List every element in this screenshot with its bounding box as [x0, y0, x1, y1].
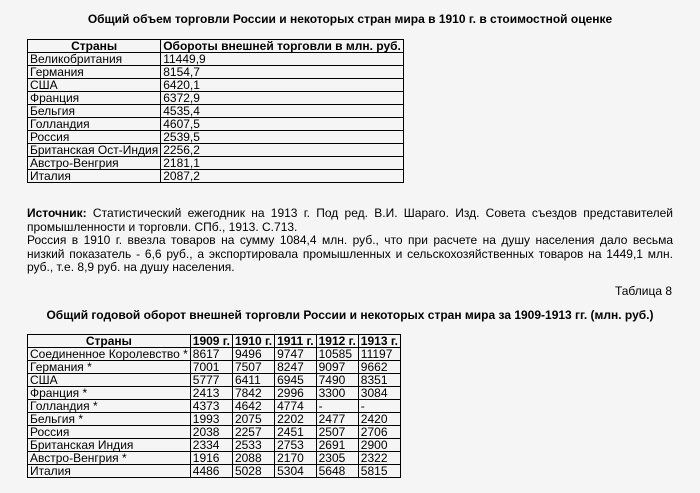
value-cell: 2996	[275, 387, 317, 400]
value-cell: 8617	[190, 348, 232, 361]
table1-title: Общий объем торговли России и некоторых стран мира в 1910 г. в стоимостной оценке	[87, 12, 613, 26]
column-header-countries: Страны	[28, 335, 191, 348]
value-cell: 6945	[275, 374, 317, 387]
table-row	[28, 374, 401, 387]
value-cell: 6411	[232, 374, 274, 387]
country-cell: Италия	[28, 170, 161, 183]
value-cell: 2691	[316, 439, 358, 452]
value-cell: 2334	[190, 439, 232, 452]
value-cell: 5648	[316, 465, 358, 478]
country-cell: Франция	[28, 92, 161, 105]
table-row	[28, 157, 404, 170]
table-row	[28, 105, 404, 118]
column-header-1910: 1910 г.	[232, 335, 274, 348]
table-row	[28, 131, 404, 144]
value-cell: 4486	[190, 465, 232, 478]
value-cell: 1993	[190, 413, 232, 426]
value-cell: 7842	[232, 387, 274, 400]
value-cell: 4774	[275, 400, 317, 413]
value-cell: 1916	[190, 452, 232, 465]
source-text: Статистический ежегодник на 1913 г. Под ред. В.И. Шараго. Изд. Совета съездов представителей промышленности и торговли. СПб., 1913. С.713.	[27, 206, 673, 234]
value-cell: 2305	[316, 452, 358, 465]
column-header-countries: Страны	[28, 40, 161, 53]
column-header-turnover: Обороты внешней торговли в млн. руб.	[161, 40, 404, 53]
table-row	[28, 465, 401, 478]
value-cell: 2075	[232, 413, 274, 426]
country-cell: Бельгия *	[28, 413, 191, 426]
value-cell: 11197	[358, 348, 400, 361]
value-cell: 3300	[316, 387, 358, 400]
table-row	[28, 66, 404, 79]
table-row	[28, 426, 401, 439]
value-cell: 5304	[275, 465, 317, 478]
table-row	[28, 79, 404, 92]
country-cell: Британская Ост-Индия	[28, 144, 161, 157]
value-cell: 2202	[275, 413, 317, 426]
country-cell: Голландия	[28, 118, 161, 131]
table-row	[28, 387, 401, 400]
country-cell: Голландия *	[28, 400, 191, 413]
country-cell: Россия	[28, 426, 191, 439]
value-cell: 2038	[190, 426, 232, 439]
value-cell: 11449,9	[161, 53, 404, 66]
value-cell: 7001	[190, 361, 232, 374]
value-cell: 10585	[316, 348, 358, 361]
column-header-1911: 1911 г.	[275, 335, 317, 348]
value-cell: 4642	[232, 400, 274, 413]
table2-title: Общий годовой оборот внешней торговли России и некоторых стран мира за 1909-1913 гг. (млн. руб.)	[46, 308, 654, 322]
table-row	[28, 439, 401, 452]
column-header-1913: 1913 г.	[358, 335, 400, 348]
table-row	[28, 452, 401, 465]
value-cell: 8154,7	[161, 66, 404, 79]
value-cell: 2420	[358, 413, 400, 426]
country-cell: США	[28, 79, 161, 92]
value-cell: 3084	[358, 387, 400, 400]
table-number-label: Таблица 8	[614, 284, 672, 298]
table-row	[28, 361, 401, 374]
value-cell: 4607,5	[161, 118, 404, 131]
value-cell: 6420,1	[161, 79, 404, 92]
table-row	[28, 144, 404, 157]
table-row	[28, 400, 401, 413]
value-cell: 7490	[316, 374, 358, 387]
value-cell: 2477	[316, 413, 358, 426]
country-cell: Австро-Венгрия	[28, 157, 161, 170]
table-row	[28, 413, 401, 426]
value-cell: 2170	[275, 452, 317, 465]
value-cell: 2706	[358, 426, 400, 439]
value-cell: 2087,2	[161, 170, 404, 183]
value-cell: 2533	[232, 439, 274, 452]
value-cell: 2753	[275, 439, 317, 452]
import-export-paragraph: Россия в 1910 г. ввезла товаров на сумму 1084,4 млн. руб., что при расчете на душу населения дало весьма низкий показатель - 6,6 руб., а экспортировала промышленных и сельскохозяйственных товаров на 1449,1 млн. руб., т.е. 8,9 руб. на душу населения.	[27, 233, 673, 274]
value-cell: 8351	[358, 374, 400, 387]
country-cell: Россия	[28, 131, 161, 144]
country-cell: Британская Индия	[28, 439, 191, 452]
value-cell: 2181,1	[161, 157, 404, 170]
value-cell: 4535,4	[161, 105, 404, 118]
value-cell: 2257	[232, 426, 274, 439]
table-row	[28, 53, 404, 66]
value-cell: 8247	[275, 361, 317, 374]
value-cell: 9662	[358, 361, 400, 374]
country-cell: Австро-Венгрия *	[28, 452, 191, 465]
country-cell: Франция *	[28, 387, 191, 400]
table-row	[28, 170, 404, 183]
value-cell: 6372,9	[161, 92, 404, 105]
trade-volume-1910-table	[27, 39, 404, 183]
country-cell: Соединенное Королевство *	[28, 348, 191, 361]
value-cell: 2322	[358, 452, 400, 465]
value-cell: 5815	[358, 465, 400, 478]
annual-turnover-1909-1913-table	[27, 334, 401, 478]
table-row	[28, 118, 404, 131]
value-cell: 7507	[232, 361, 274, 374]
country-cell: Германия *	[28, 361, 191, 374]
value-cell: 4373	[190, 400, 232, 413]
column-header-1909: 1909 г.	[190, 335, 232, 348]
table-row	[28, 348, 401, 361]
column-header-1912: 1912 г.	[316, 335, 358, 348]
table-row	[28, 92, 404, 105]
value-cell: 9747	[275, 348, 317, 361]
country-cell: Германия	[28, 66, 161, 79]
country-cell: США	[28, 374, 191, 387]
value-cell: 5028	[232, 465, 274, 478]
value-cell: 2256,2	[161, 144, 404, 157]
source-note	[27, 207, 673, 275]
country-cell: Великобритания	[28, 53, 161, 66]
source-label: Источник:	[27, 206, 87, 220]
value-cell: 2451	[275, 426, 317, 439]
value-cell: 9496	[232, 348, 274, 361]
country-cell: Италия	[28, 465, 191, 478]
value-cell: 2900	[358, 439, 400, 452]
value-cell: 2539,5	[161, 131, 404, 144]
value-cell: 9097	[316, 361, 358, 374]
table-header-row	[28, 335, 401, 348]
value-cell: 2507	[316, 426, 358, 439]
value-cell: 2413	[190, 387, 232, 400]
value-cell: -	[316, 400, 358, 413]
country-cell: Бельгия	[28, 105, 161, 118]
value-cell: -	[358, 400, 400, 413]
table-header-row	[28, 40, 404, 53]
value-cell: 5777	[190, 374, 232, 387]
value-cell: 2088	[232, 452, 274, 465]
